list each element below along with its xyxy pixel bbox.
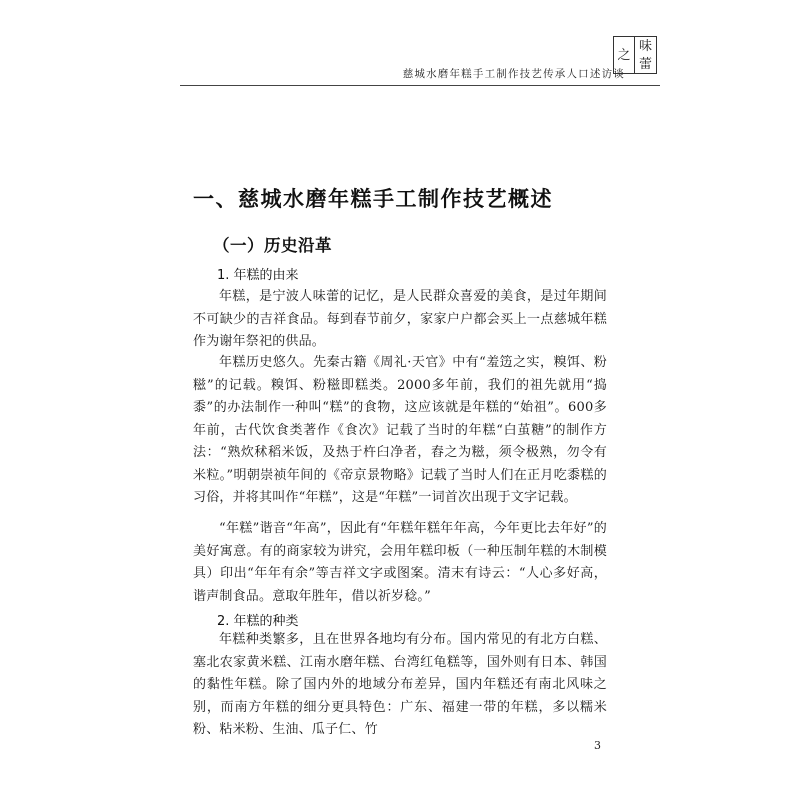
- subsection-heading: 1. 年糕的由来: [217, 268, 299, 283]
- page-number: 3: [594, 739, 601, 752]
- running-header: 慈城水磨年糕手工制作技艺传承人口述访谈: [402, 68, 625, 80]
- seal-char: 之: [614, 37, 635, 73]
- body-paragraph: 年糕历史悠久。先秦古籍《周礼·天官》中有“羞笾之实，糗饵、粉糍”的记载。糗饵、粉糍即糕类。2000多年前，我们的祖先就用“捣黍”的办法制作一种叫“糕”的食物，这应该就是年糕的“始祖”。600多年前，古代饮食类著作《食次》记载了当时的年糕“白茧糖”的制作方法：“熟炊秫稻米饭，及热于杵臼净者，舂之为糍，须令极熟，勿令有米粒。”明朝崇祯年间的《帝京景物略》记载了当时人们在正月吃黍糕的习俗，并将其叫作“年糕”，这是“年糕”一词首次出现于文字记载。: [193, 355, 607, 505]
- header-divider: [180, 85, 660, 86]
- chapter-heading: 一、慈城水磨年糕手工制作技艺概述: [193, 187, 553, 211]
- body-paragraph: “年糕”谐音“年高”，因此有“年糕年糕年年高，今年更比去年好”的美好寓意。有的商家较为讲究，会用年糕印板（一种压制年糕的木制模具）印出“年年有余”等吉祥文字或图案。清末有诗云：“人心多好高，谐声制食品。意取年胜年，借以祈岁稔。”: [193, 521, 607, 604]
- section-heading: （一）历史沿革: [213, 236, 332, 255]
- seal-char: 蕾: [638, 56, 652, 72]
- body-paragraph: 年糕种类繁多，且在世界各地均有分布。国内常见的有北方白糕、塞北农家黄米糕、江南水磨年糕、台湾红龟糕等，国外则有日本、韩国的黏性年糕。除了国内外的地域分布差异，国内年糕还有南北风味之别，而南方年糕的细分更具特色：广东、福建一带的年糕，多以糯米粉、粘米粉、生油、瓜子仁、竹: [193, 632, 607, 737]
- body-paragraph: 年糕，是宁波人味蕾的记忆，是人民群众喜爱的美食，是过年期间不可缺少的吉祥食品。每到春节前夕，家家户户都会买上一点慈城年糕作为谢年祭祀的供品。: [193, 289, 607, 349]
- subsection-heading: 2. 年糕的种类: [217, 614, 299, 629]
- seal-char: 味: [638, 38, 652, 54]
